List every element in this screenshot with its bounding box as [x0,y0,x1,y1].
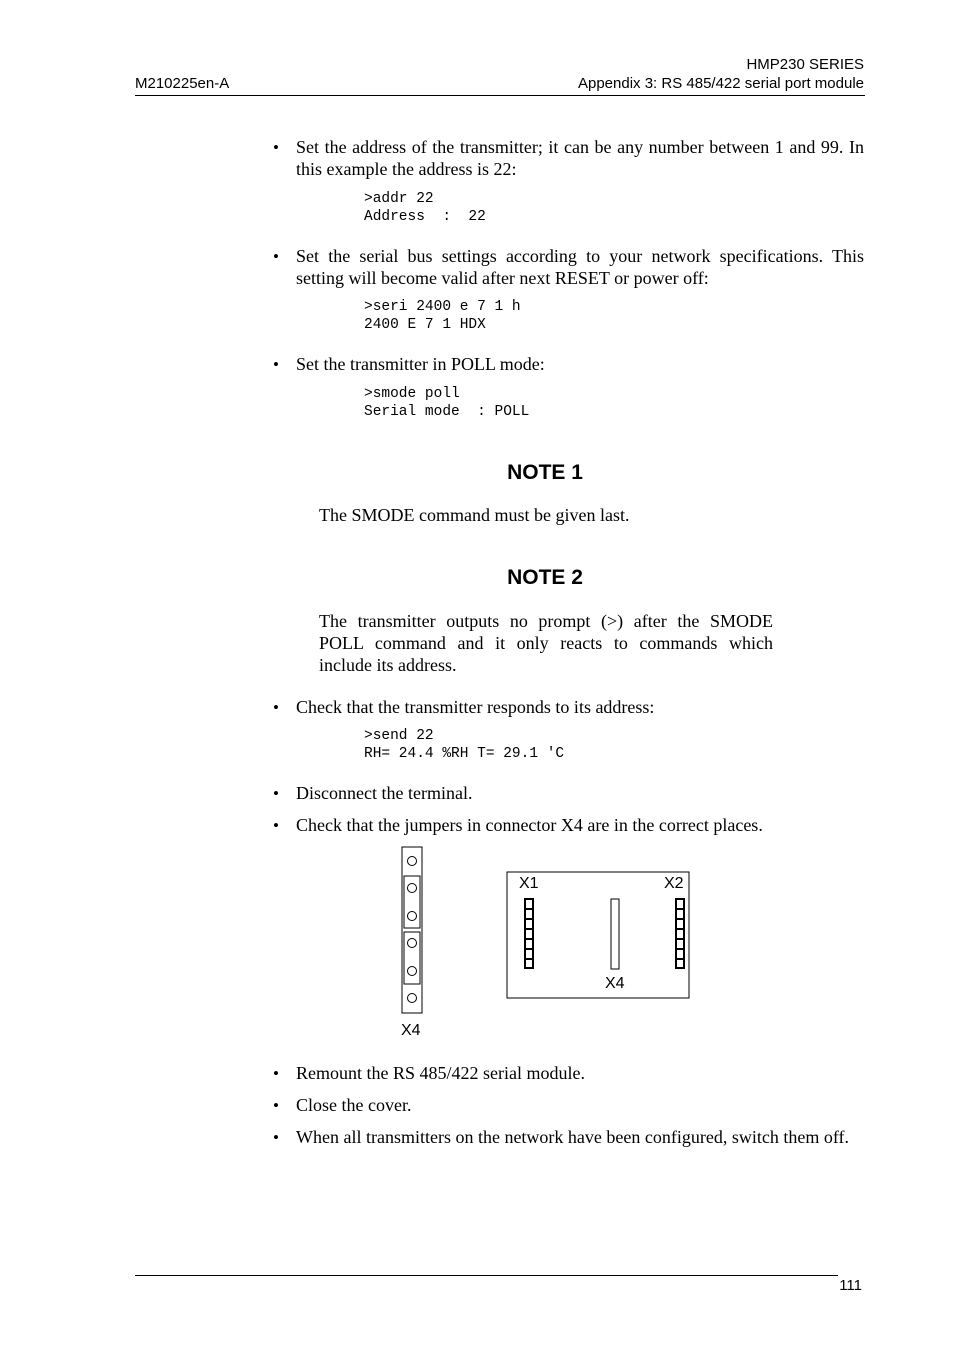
code-line: >seri 2400 e 7 1 h [364,299,521,315]
x4-board-label: X4 [605,975,625,992]
pin [408,994,417,1003]
connector-x4-outline [402,847,422,1013]
code-line: Address : 22 [364,209,486,225]
bullet: • [273,816,279,835]
step-text: Set the address of the transmitter; it can be any number between 1 and 99. In this example the address is 22: [296,137,864,179]
bullet: • [273,1064,279,1083]
step-text: Disconnect the terminal. [296,783,473,803]
code-line: >addr 22 [364,191,434,207]
note-title: NOTE 2 [507,566,583,589]
x1-label: X1 [519,875,539,892]
bullet: • [273,1128,279,1147]
header-rule [135,95,865,96]
note-text: The SMODE command must be given last. [319,505,630,525]
pin [408,884,417,893]
code-line: >send 22 [364,728,434,744]
code-line: RH= 24.4 %RH T= 29.1 'C [364,746,565,762]
x4-detail-label: X4 [401,1022,421,1039]
note-text: The transmitter outputs no prompt (>) after the SMODE POLL command and it only reacts to commands which include its address. [319,611,773,675]
series-title: HMP230 SERIES [746,56,864,73]
step-text: Close the cover. [296,1095,412,1115]
bullet: • [273,355,279,374]
step-text: Set the transmitter in POLL mode: [296,354,545,374]
bullet: • [273,784,279,803]
bullet: • [273,138,279,157]
x4-board-connector [611,899,619,969]
jumper-2 [404,932,420,984]
bullet: • [273,698,279,717]
step-text: Check that the jumpers in connector X4 are in the correct places. [296,815,763,835]
x2-label: X2 [664,875,684,892]
pin [408,939,417,948]
pin [408,912,417,921]
step-text: Set the serial bus settings according to your network specifications. This setting will become valid after next RESET or power off: [296,246,864,288]
doc-code: M210225en-A [135,75,230,92]
section-title: Appendix 3: RS 485/422 serial port module [577,75,864,92]
code-line: Serial mode : POLL [364,404,530,420]
bullet: • [273,1096,279,1115]
note-title: NOTE 1 [507,461,583,484]
bullet: • [273,247,279,266]
connector-x4-detail [402,847,422,1013]
footer-rule [135,1275,838,1276]
jumper-diagram-drawing [395,840,705,1025]
step-text: When all transmitters on the network have been configured, switch them off. [296,1127,849,1147]
step-text: Check that the transmitter responds to its address: [296,697,655,717]
code-line: 2400 E 7 1 HDX [364,317,486,333]
page-number: 111 [839,1277,862,1294]
code-line: >smode poll [364,386,460,402]
pin [408,967,417,976]
pin [408,857,417,866]
step-text: Remount the RS 485/422 serial module. [296,1063,585,1083]
